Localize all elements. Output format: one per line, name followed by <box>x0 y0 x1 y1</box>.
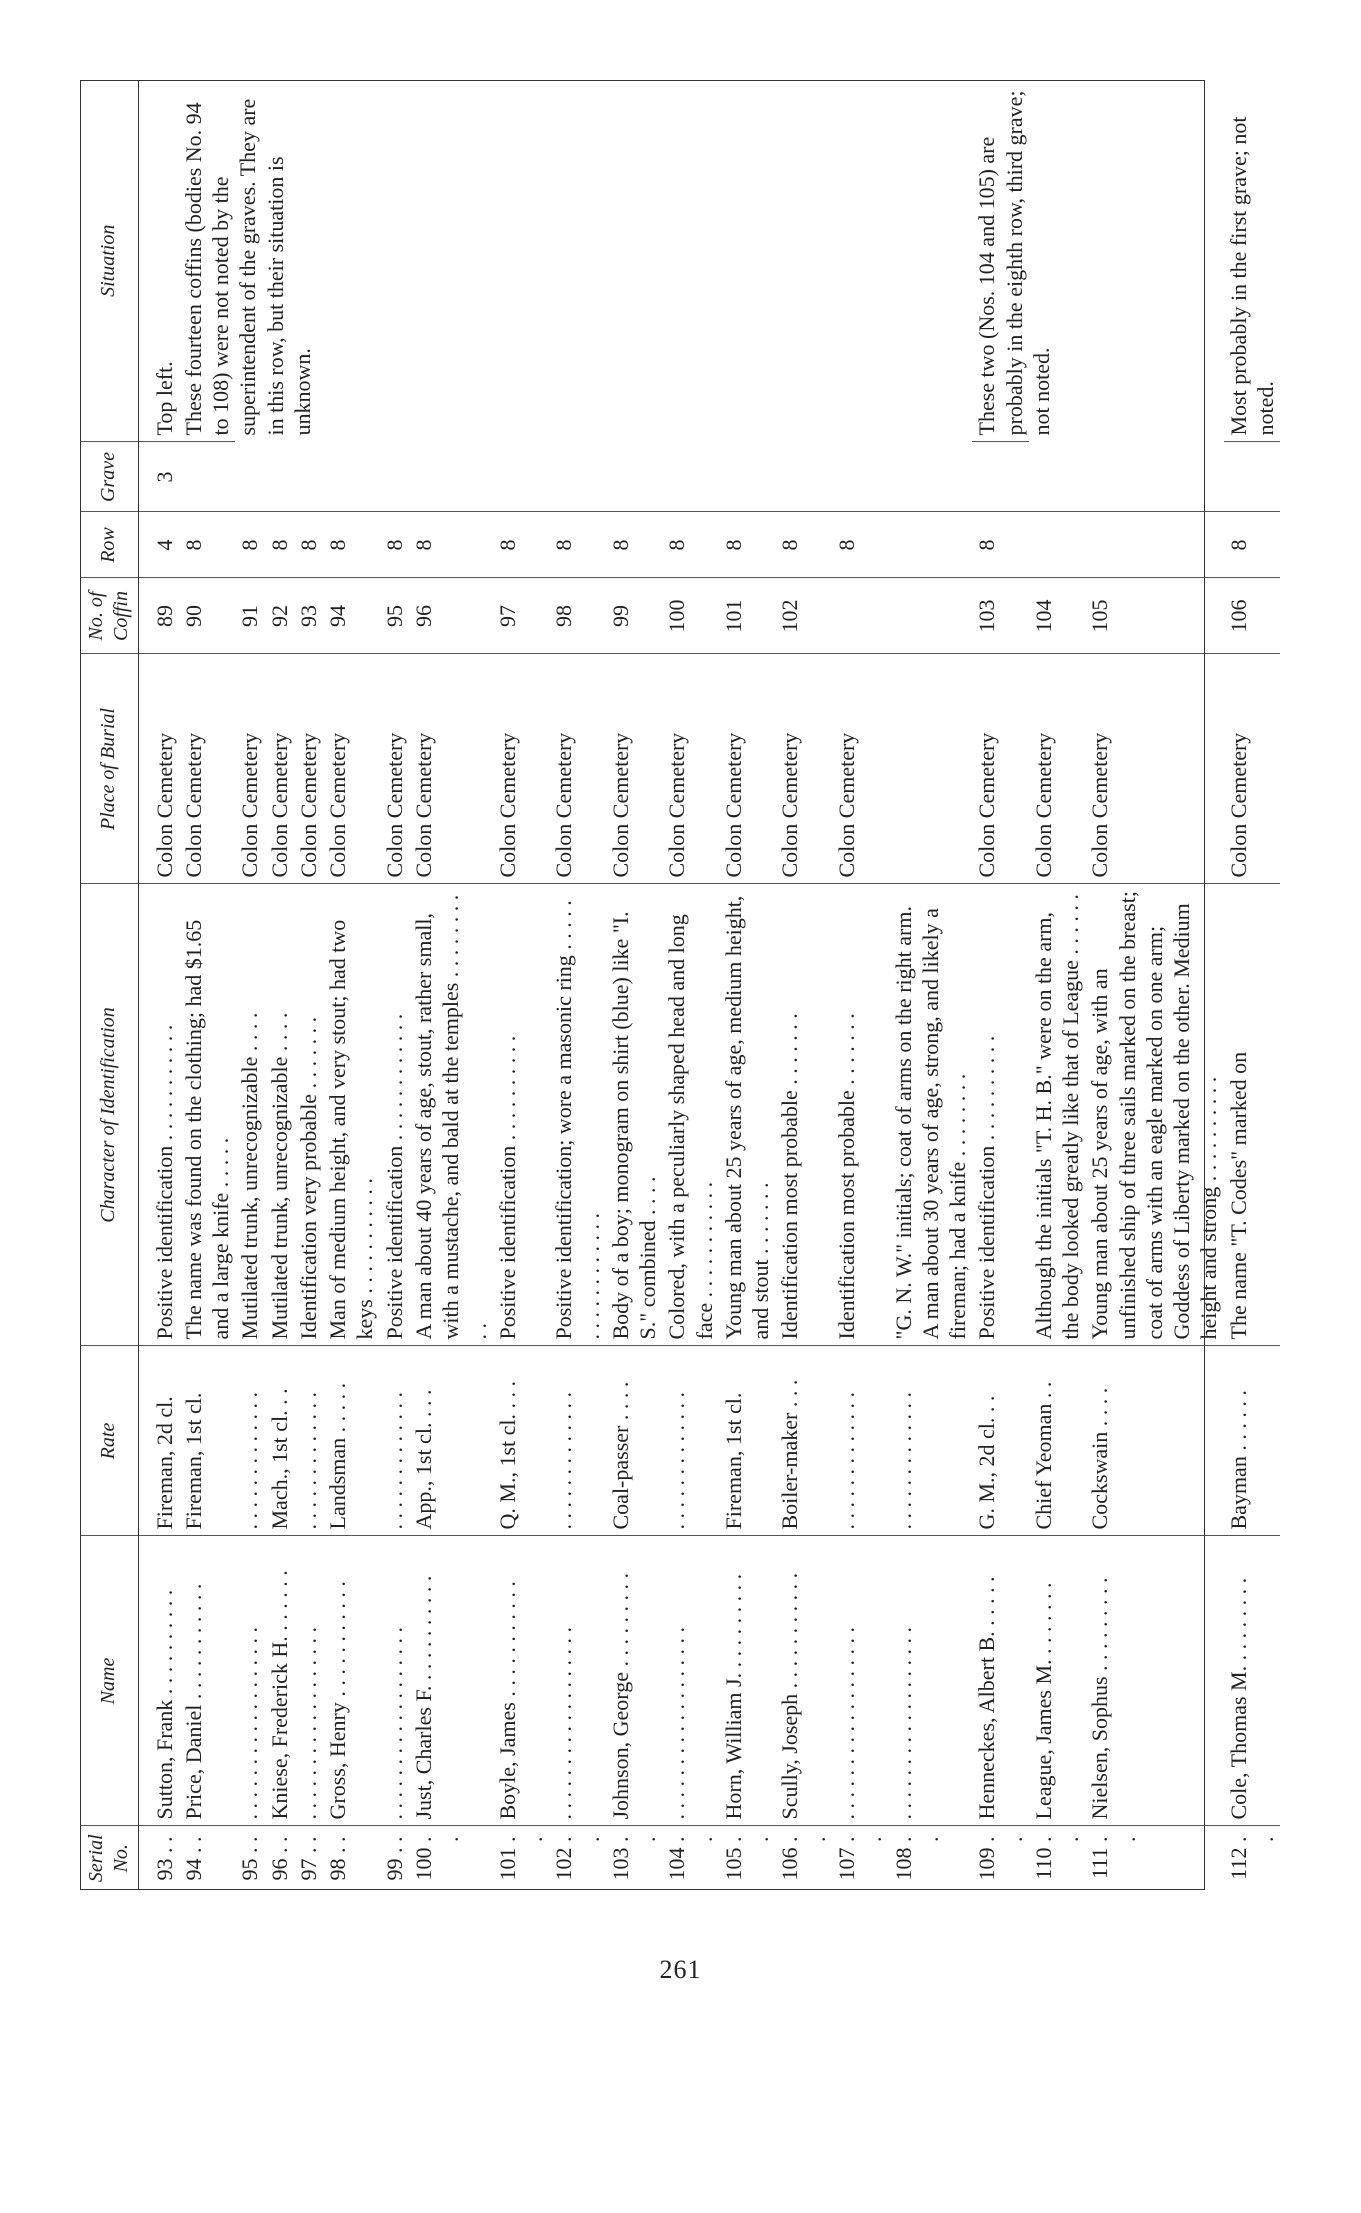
cell-serial: 102 . . <box>549 1826 606 1890</box>
cell-place: Colon Cemetery <box>606 654 663 884</box>
col-header-name: Name <box>80 1536 138 1826</box>
cell-character: Young man about 25 years of age, medium height, and stout . . . . . . . <box>719 884 776 1346</box>
cell-row: 8 <box>606 512 663 578</box>
cell-coffin: 98 <box>549 578 606 654</box>
cell-serial: 108 . . <box>889 1826 973 1890</box>
cell-rate: . . . . . . . . . . . . . <box>549 1346 606 1536</box>
cell-row: 8 <box>549 512 606 578</box>
cell-coffin: 89 <box>138 578 179 654</box>
cell-coffin: 90 <box>179 578 236 654</box>
cell-serial: 104 . . <box>662 1826 719 1890</box>
cell-serial: 112 . . <box>1224 1826 1281 1890</box>
cell-coffin: 103 <box>972 578 1029 654</box>
cell-rate: . . . . . . . . . . . . . <box>235 1346 264 1536</box>
cell-coffin: 97 <box>493 578 550 654</box>
cell-serial: 105 . . <box>719 1826 776 1890</box>
cell-coffin: 96 <box>409 578 493 654</box>
cell-character: Identification most probable . . . . . . . <box>832 884 889 1346</box>
cell-grave <box>662 442 719 512</box>
cell-rate: G. M., 2d cl. . . <box>972 1346 1029 1536</box>
cell-character: Mutilated trunk, unrecognizable . . . . <box>265 884 294 1346</box>
cell-row: 8 <box>1224 512 1281 578</box>
table-body <box>138 80 1280 1890</box>
rotated-table-page <box>80 80 1278 1890</box>
cell-name: Price, Daniel . . . . . . . . . . . <box>179 1536 236 1826</box>
cell-place: Colon Cemetery <box>775 654 832 884</box>
cell-name: . . . . . . . . . . . . . . . . . . <box>662 1536 719 1826</box>
cell-row: 8 <box>493 512 550 578</box>
cell-place: Colon Cemetery <box>179 654 236 884</box>
cell-character: Positive identification . . . . . . . . . . . <box>138 884 179 1346</box>
cell-grave <box>889 442 973 512</box>
cell-name: Henneckes, Albert B. . . . . . <box>972 1536 1029 1826</box>
cell-row <box>1085 512 1223 578</box>
cell-grave <box>235 442 264 512</box>
cell-name: . . . . . . . . . . . . . . . . . . <box>294 1536 323 1826</box>
cell-name: Johnson, George . . . . . . . . . <box>606 1536 663 1826</box>
cell-rate: . . . . . . . . . . . . . <box>662 1346 719 1536</box>
cell-character: Positive identification . . . . . . . . . . <box>972 884 1029 1346</box>
cell-character: Young man about 25 years of age, with an unfinished ship of three sails marked on the breast; coat of arms with an eagle marked on one arm; Goddess of Liberty marked on the other. Medium height and strong . . . . . . . . . . <box>1085 884 1223 1346</box>
cell-place <box>889 654 973 884</box>
cell-grave <box>606 442 663 512</box>
cell-row: 8 <box>409 512 493 578</box>
cell-rate: App., 1st cl. . . . <box>409 1346 493 1536</box>
cell-grave <box>380 442 409 512</box>
cell-serial: 94 . . <box>179 1826 236 1890</box>
cell-grave <box>775 442 832 512</box>
cell-name: Sutton, Frank . . . . . . . . . . <box>138 1536 179 1826</box>
cell-name: Nielsen, Sophus . . . . . . . . . <box>1085 1536 1223 1826</box>
cell-rate: Q. M., 1st cl. . . . <box>493 1346 550 1536</box>
cell-name: Cole, Thomas M. . . . . . . . . <box>1224 1536 1281 1826</box>
cell-coffin: 94 <box>323 578 380 654</box>
cell-place: Colon Cemetery <box>493 654 550 884</box>
cell-grave <box>493 442 550 512</box>
cell-serial: 97 . . <box>294 1826 323 1890</box>
cell-grave <box>294 442 323 512</box>
cell-place: Colon Cemetery <box>832 654 889 884</box>
cell-serial: 101 . . <box>493 1826 550 1890</box>
cell-place: Colon Cemetery <box>294 654 323 884</box>
cell-coffin: 92 <box>265 578 294 654</box>
cell-serial: 110 . . <box>1029 1826 1086 1890</box>
cell-coffin: 102 <box>775 578 832 654</box>
cell-serial: 95 . . <box>235 1826 264 1890</box>
cell-rate: Chief Yeoman . . <box>1029 1346 1086 1536</box>
cell-place: Colon Cemetery <box>323 654 380 884</box>
cell-place: Colon Cemetery <box>409 654 493 884</box>
cell-serial: 103 . . <box>606 1826 663 1890</box>
cell-grave <box>972 442 1029 512</box>
cell-situation: Most probably in the first grave; not noted. <box>1225 116 1278 436</box>
cell-place: Colon Cemetery <box>972 654 1029 884</box>
cell-name: Scully, Joseph . . . . . . . . . . . <box>775 1536 832 1826</box>
cell-serial: 98 . . <box>323 1826 380 1890</box>
cell-grave <box>1029 442 1086 512</box>
cell-rate: Cockswain . . . . <box>1085 1346 1223 1536</box>
cell-row: 8 <box>323 512 380 578</box>
cell-situation: Top left. <box>151 361 177 436</box>
cell-row: 8 <box>719 512 776 578</box>
cell-coffin: 99 <box>606 578 663 654</box>
cell-row: 8 <box>235 512 264 578</box>
cell-place: Colon Cemetery <box>235 654 264 884</box>
col-header-grave: Grave <box>80 442 138 512</box>
col-header-row: Row <box>80 512 138 578</box>
cell-name: . . . . . . . . . . . . . . . . . . <box>832 1536 889 1826</box>
cell-serial: 106 . . <box>775 1826 832 1890</box>
col-header-serial: Serial No. <box>80 1826 138 1890</box>
cell-coffin: 91 <box>235 578 264 654</box>
cell-character: Colored, with a peculiarly shaped head and long face . . . . . . . . . . . <box>662 884 719 1346</box>
cell-name: . . . . . . . . . . . . . . . . . . <box>380 1536 409 1826</box>
cell-rate: Boiler-maker . . . <box>775 1346 832 1536</box>
cell-serial: 99 . . <box>380 1826 409 1890</box>
cell-grave <box>549 442 606 512</box>
cell-coffin: 100 <box>662 578 719 654</box>
cell-name: . . . . . . . . . . . . . . . . . . <box>549 1536 606 1826</box>
cell-name: Kniese, Frederick H. . . . . . . <box>265 1536 294 1826</box>
cell-name: Horn, William J. . . . . . . . . . <box>719 1536 776 1826</box>
cell-name: . . . . . . . . . . . . . . . . . . <box>889 1536 973 1826</box>
cell-row: 8 <box>294 512 323 578</box>
cell-rate: . . . . . . . . . . . . . <box>889 1346 973 1536</box>
cell-coffin <box>832 578 889 654</box>
cell-name: Just, Charles F. . . . . . . . . . . <box>409 1536 493 1826</box>
cell-rate: Coal-passer . . . . <box>606 1346 663 1536</box>
cell-rate: Fireman, 2d cl. <box>138 1346 179 1536</box>
cell-place: Colon Cemetery <box>1029 654 1086 884</box>
cell-name: Boyle, James . . . . . . . . . . . <box>493 1536 550 1826</box>
table-row <box>1224 80 1281 1890</box>
cell-character: Man of medium height, and very stout; had two keys . . . . . . . . . . . <box>323 884 380 1346</box>
table-row <box>138 80 179 1890</box>
cell-grave <box>1085 442 1223 512</box>
cell-character: Mutilated trunk, unrecognizable . . . . <box>235 884 264 1346</box>
cell-name: Gross, Henry . . . . . . . . . . . <box>323 1536 380 1826</box>
cell-name: . . . . . . . . . . . . . . . . . . <box>235 1536 264 1826</box>
cell-name: League, James M. . . . . . . . <box>1029 1536 1086 1826</box>
col-header-rate: Rate <box>80 1346 138 1536</box>
col-header-situation: Situation <box>80 80 138 442</box>
cell-serial: 93 . . <box>138 1826 179 1890</box>
cell-grave <box>1224 442 1281 512</box>
cell-coffin: 95 <box>380 578 409 654</box>
cell-row: 8 <box>662 512 719 578</box>
cell-row <box>1029 512 1086 578</box>
header-row <box>80 80 138 1890</box>
cell-character: Identification most probable . . . . . . . <box>775 884 832 1346</box>
col-header-character: Character of Identification <box>80 884 138 1346</box>
cell-row: 8 <box>380 512 409 578</box>
cell-grave <box>323 442 380 512</box>
cell-grave <box>265 442 294 512</box>
cell-grave <box>719 442 776 512</box>
cell-rate: . . . . . . . . . . . . . <box>294 1346 323 1536</box>
cell-row <box>889 512 973 578</box>
cell-place: Colon Cemetery <box>549 654 606 884</box>
cell-rate: Bayman . . . . . . <box>1224 1346 1281 1536</box>
cell-serial: 100 . . <box>409 1826 493 1890</box>
cell-rate: Fireman, 1st cl. <box>179 1346 236 1536</box>
cell-serial: 96 . . <box>265 1826 294 1890</box>
cell-coffin: 104 <box>1029 578 1086 654</box>
cell-row: 8 <box>972 512 1029 578</box>
cell-grave <box>409 442 493 512</box>
cell-serial: 107 . . <box>832 1826 889 1890</box>
cell-grave: 3 <box>138 442 179 512</box>
cell-coffin: 106 <box>1224 578 1281 654</box>
cell-situation: These two (Nos. 104 and 105) are probably in the eighth row, third grave; not noted. <box>974 90 1054 436</box>
cell-place: Colon Cemetery <box>265 654 294 884</box>
cell-rate: . . . . . . . . . . . . . <box>380 1346 409 1536</box>
cell-coffin: 105 <box>1085 578 1223 654</box>
table-row <box>972 80 1029 1890</box>
cell-serial: 111 . . <box>1085 1826 1223 1890</box>
cell-character: A man about 40 years of age, stout, rather small, with a mustache, and bald at the temples . . . . . . . . . . <box>409 884 493 1346</box>
cell-character: "G. N. W." initials; coat of arms on the right arm. A man about 30 years of age, strong, and likely a fireman; had a knife . . . . . . . . <box>889 884 973 1346</box>
cell-place: Colon Cemetery <box>138 654 179 884</box>
cell-character: The name "T. Codes" marked on <box>1224 884 1281 1346</box>
cell-rate: Mach., 1st cl. . . <box>265 1346 294 1536</box>
cell-row: 4 <box>138 512 179 578</box>
cell-place: Colon Cemetery <box>1224 654 1281 884</box>
cell-grave <box>832 442 889 512</box>
table-row <box>179 80 236 1890</box>
cell-coffin: 101 <box>719 578 776 654</box>
cell-character: Although the initials "T. H. B." were on the arm, the body looked greatly like that of League . . . . . . <box>1029 884 1086 1346</box>
cell-place: Colon Cemetery <box>1085 654 1223 884</box>
burial-table <box>80 80 1280 1890</box>
cell-character: Positive identification . . . . . . . . . . . . <box>380 884 409 1346</box>
cell-character: Positive identification . . . . . . . . . . <box>493 884 550 1346</box>
cell-coffin <box>889 578 973 654</box>
cell-rate: . . . . . . . . . . . . . <box>832 1346 889 1536</box>
col-header-coffin: No. of Coffin <box>80 578 138 654</box>
cell-character: Identification very probable . . . . . . . <box>294 884 323 1346</box>
cell-character: The name was found on the clothing; had $1.65 and a large knife . . . . . <box>179 884 236 1346</box>
cell-coffin: 93 <box>294 578 323 654</box>
cell-place: Colon Cemetery <box>719 654 776 884</box>
cell-row: 8 <box>775 512 832 578</box>
col-header-place: Place of Burial <box>80 654 138 884</box>
cell-character: Body of a boy; monogram on shirt (blue) like "I. S." combined . . . . <box>606 884 663 1346</box>
page-number: 261 <box>659 1955 702 1984</box>
cell-grave <box>179 442 236 512</box>
cell-row: 8 <box>179 512 236 578</box>
cell-row: 8 <box>265 512 294 578</box>
cell-character: Positive identification; wore a masonic ring . . . . . . . . . . . . . . . . . <box>549 884 606 1346</box>
cell-place: Colon Cemetery <box>380 654 409 884</box>
cell-rate: Fireman, 1st cl. <box>719 1346 776 1536</box>
cell-rate: Landsman . . . . . <box>323 1346 380 1536</box>
cell-place: Colon Cemetery <box>662 654 719 884</box>
cell-situation: These fourteen coffins (bodies No. 94 to 108) were not noted by the superintendent of the graves. They are in this row, but their situation is unknown. <box>180 98 315 436</box>
cell-serial: 109 . . <box>972 1826 1029 1890</box>
cell-row: 8 <box>832 512 889 578</box>
